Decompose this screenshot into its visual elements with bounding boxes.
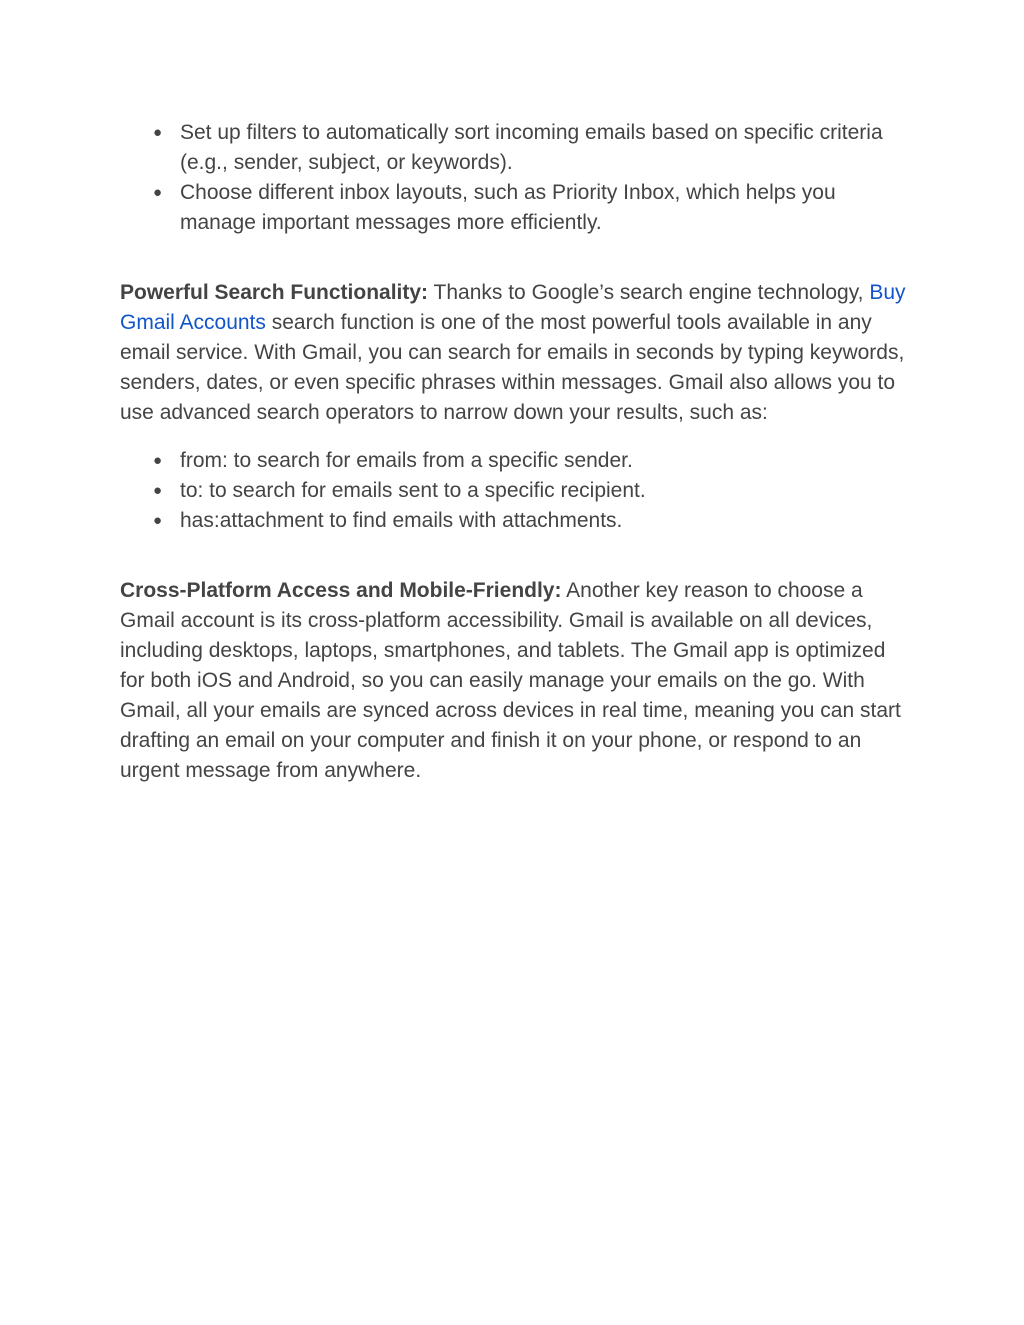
list-item [120, 178, 910, 238]
document-page [120, 118, 910, 786]
list-item [120, 476, 910, 506]
bullet-icon: ● [153, 124, 163, 141]
cross-platform-paragraph [120, 576, 910, 786]
list-item [120, 446, 910, 476]
list-item [120, 118, 910, 178]
paragraph-text: search function is one of the most powerful tools available in any email service. With Gmail, you can search for emails in seconds by typing keywords, senders, dates, or even specific phrases within messages. Gmail also allows you to use advanced search operators to narrow down your results, such as: [120, 311, 905, 424]
paragraph-text: Another key reason to choose a Gmail account is its cross-platform accessibility. Gmail is available on all devices, including desktops, laptops, smartphones, and tablets. The Gmail app is optimized for both iOS and Android, so you can easily manage your emails on the go. With Gmail, all your emails are synced across devices in real time, meaning you can start drafting an email on your computer and finish it on your phone, or respond to an urgent message from anywhere. [120, 579, 901, 782]
bullet-icon: ● [153, 452, 163, 469]
search-operators-list [120, 446, 910, 536]
inbox-tips-list [120, 118, 910, 238]
bullet-icon: ● [153, 482, 163, 499]
list-item [120, 506, 910, 536]
list-item-text: from: to search for emails from a specific sender. [180, 449, 633, 472]
list-item-text: has:attachment to find emails with attachments. [180, 509, 623, 532]
list-item-text: to: to search for emails sent to a specific recipient. [180, 479, 646, 502]
bullet-icon: ● [153, 512, 163, 529]
paragraph-text: Thanks to Google’s search engine technology, [428, 281, 870, 304]
list-item-text: Choose different inbox layouts, such as Priority Inbox, which helps you manage important messages more efficiently. [180, 181, 836, 234]
list-item-text: Set up filters to automatically sort incoming emails based on specific criteria (e.g., sender, subject, or keywords). [180, 121, 883, 174]
buy-gmail-accounts-link[interactable]: Buy Gmail Accounts [120, 281, 906, 334]
bullet-icon: ● [153, 184, 163, 201]
search-functionality-paragraph [120, 278, 910, 428]
paragraph-heading: Powerful Search Functionality: [120, 281, 429, 304]
paragraph-heading: Cross-Platform Access and Mobile-Friendly: [120, 579, 562, 602]
